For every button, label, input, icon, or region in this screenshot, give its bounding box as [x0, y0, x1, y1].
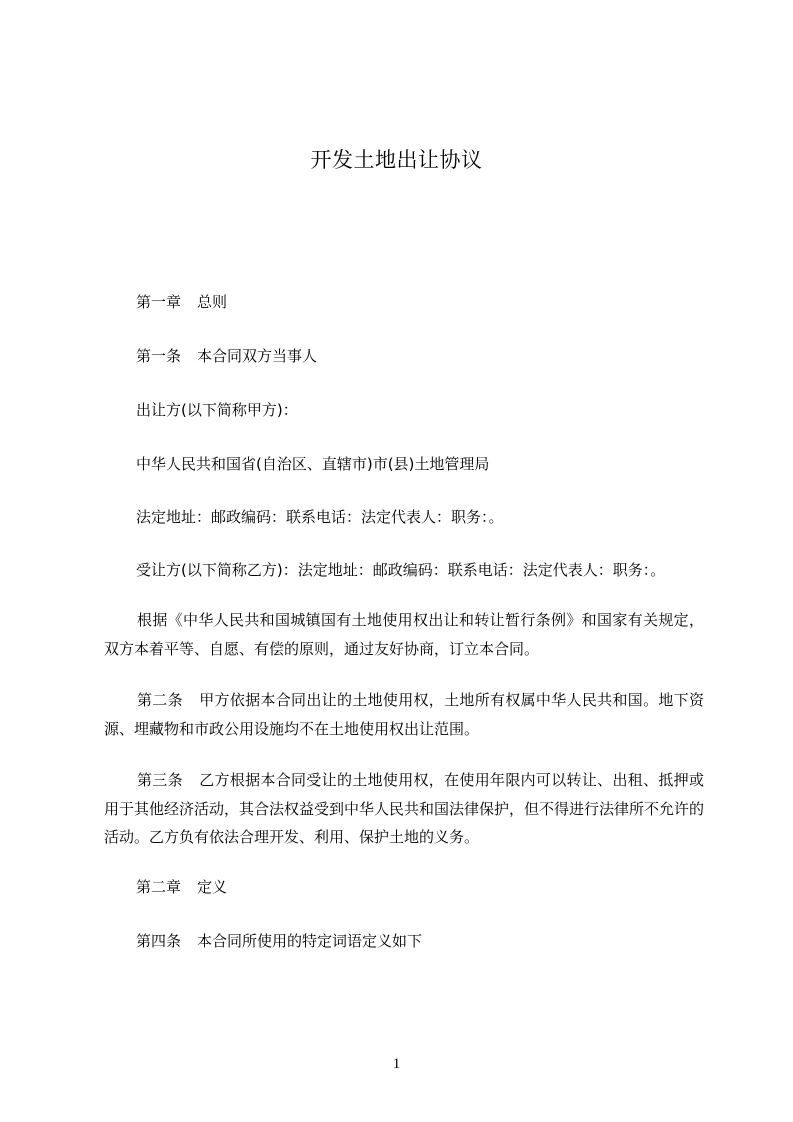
article-2-paragraph: [104, 686, 704, 743]
grantee-line: 受让方(以下简称乙方)：法定地址：邮政编码：联系电话：法定代表人：职务：。: [136, 561, 666, 579]
article-1-title: 本合同双方当事人: [197, 347, 318, 365]
article-1-heading: [136, 345, 317, 366]
article-3-paragraph: [104, 766, 704, 852]
article-4-label: 第四条: [136, 932, 182, 950]
chapter-1-label: 第一章: [136, 293, 182, 311]
basis-paragraph: 根据《中华人民共和国城镇国有土地使用权出让和转让暂行条例》和国家有关规定，双方本着平等、自愿、有偿的原则，通过友好协商，订立本合同。: [104, 611, 704, 658]
chapter-2-title: 定义: [197, 878, 228, 896]
article-1-label: 第一条: [136, 347, 182, 365]
article-2-label: 第二条: [137, 691, 183, 709]
chapter-2-heading: [136, 876, 227, 897]
chapter-2-label: 第二章: [136, 878, 182, 896]
chapter-1-title: 总则: [197, 293, 228, 311]
grantor-intro: 出让方(以下简称甲方)：: [136, 401, 298, 419]
article-4-heading: [136, 930, 422, 951]
article-4-title: 本合同所使用的特定词语定义如下: [197, 932, 423, 950]
grantor-name: 中华人民共和国省(自治区、直辖市)市(县)土地管理局: [136, 455, 490, 473]
document-title: 开发土地出让协议: [310, 148, 483, 172]
article-2-text: 甲方依据本合同出让的土地使用权，土地所有权属中华人民共和国。地下资源、埋藏物和市政公用设施均不在土地使用权出让范围。: [104, 691, 704, 738]
page-number: 1: [392, 1056, 401, 1072]
chapter-1-heading: [136, 291, 227, 312]
grantor-details: 法定地址：邮政编码：联系电话：法定代表人：职务：。: [136, 508, 504, 526]
article-3-text: 乙方根据本合同受让的土地使用权，在使用年限内可以转让、出租、抵押或用于其他经济活动，其合法权益受到中华人民共和国法律保护，但不得进行法律所不允许的活动。乙方负有依法合理开发、利用、保护土地的义务。: [104, 771, 705, 846]
article-3-label: 第三条: [137, 771, 183, 789]
